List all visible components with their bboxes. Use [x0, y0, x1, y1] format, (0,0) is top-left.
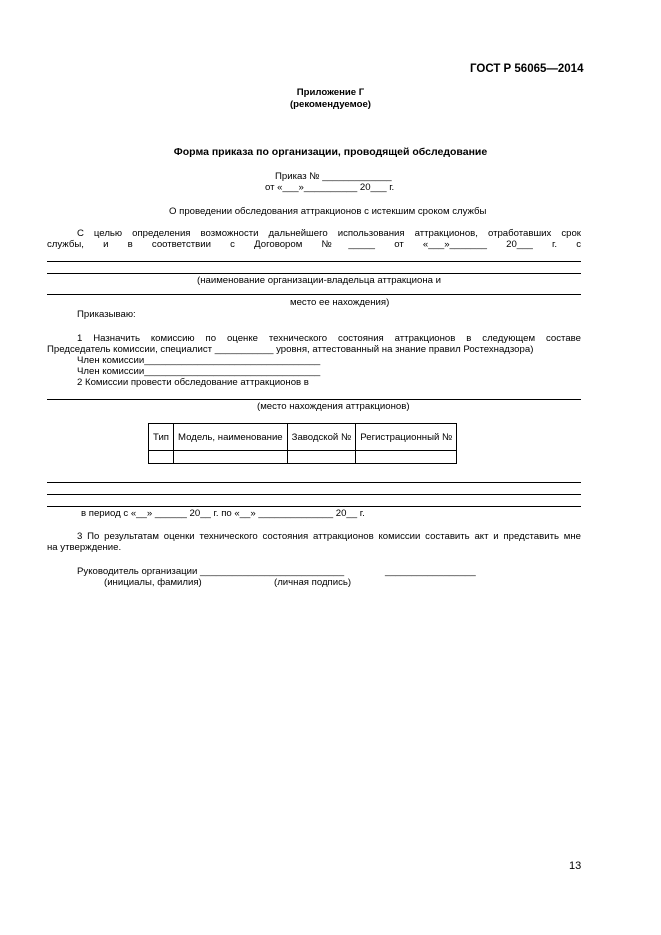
table-cell	[174, 451, 288, 464]
table-cell	[149, 451, 174, 464]
table-cell	[356, 451, 457, 464]
org-caption: (наименование организации-владельца аттракциона и	[197, 275, 441, 286]
blank-line	[47, 494, 581, 495]
order-word: Приказываю:	[77, 309, 136, 320]
sign-caption: (личная подпись)	[274, 577, 352, 588]
signature-line: Руководитель организации ___________________________	[77, 566, 345, 577]
header-factory-number: Заводской №	[287, 424, 356, 451]
attractions-location-caption: (место нахождения аттракционов)	[257, 401, 410, 412]
header-type: Тип	[149, 424, 174, 451]
order-number: Приказ № _____________	[275, 171, 392, 182]
member-2: Член комиссии_________________________________	[77, 366, 321, 377]
order-date: от «___»__________ 20___ г.	[265, 182, 395, 193]
table-cell	[287, 451, 356, 464]
appendix-subtitle: (рекомендуемое)	[289, 99, 371, 110]
intro-line-1: С целью определения возможности дальнейшего использования аттракционов, отработавших срок	[77, 228, 581, 239]
attractions-table	[148, 423, 457, 464]
item3-line-1: 3 По результатам оценки технического состояния аттракционов комиссии составить акт и представить мне	[77, 531, 581, 542]
blank-line	[47, 273, 581, 274]
intro-line-2: службы, и в соответствии с Договором №_____ от «___»_______ 20___ г. с	[47, 239, 581, 250]
order-subject: О проведении обследования аттракционов с истекшим сроком службы	[169, 206, 487, 217]
blank-line	[47, 261, 581, 262]
item3-line-2: на утверждение.	[47, 542, 122, 553]
signature-blank: _________________	[385, 566, 476, 577]
header-registration-number: Регистрационный №	[356, 424, 457, 451]
item2: 2 Комиссии провести обследование аттракционов в	[77, 377, 309, 388]
period-line: в период с «__» ______ 20__ г. по «__» ______________ 20__ г.	[81, 508, 365, 519]
member-1: Член комиссии_________________________________	[77, 355, 321, 366]
header-model: Модель, наименование	[174, 424, 288, 451]
blank-line	[47, 294, 581, 295]
item1-line-1: 1 Назначить комиссию по оценке технического состояния аттракционов в следующем составе	[77, 333, 581, 344]
initials-caption: (инициалы, фамилия)	[104, 577, 202, 588]
blank-line	[47, 506, 581, 507]
table-header-row	[149, 424, 457, 451]
page-number: 13	[569, 860, 582, 872]
table-row	[149, 451, 457, 464]
form-title: Форма приказа по организации, проводящей обследование	[173, 146, 488, 158]
blank-line	[47, 482, 581, 483]
blank-line	[47, 399, 581, 400]
appendix-title: Приложение Г	[296, 87, 365, 98]
location-caption: место ее нахождения)	[290, 297, 390, 308]
item1-line-2: Председатель комиссии, специалист ___________ уровня, аттестованный на знание правил Ростехнадзора)	[47, 344, 534, 355]
document-code: ГОСТ Р 56065—2014	[470, 63, 584, 75]
